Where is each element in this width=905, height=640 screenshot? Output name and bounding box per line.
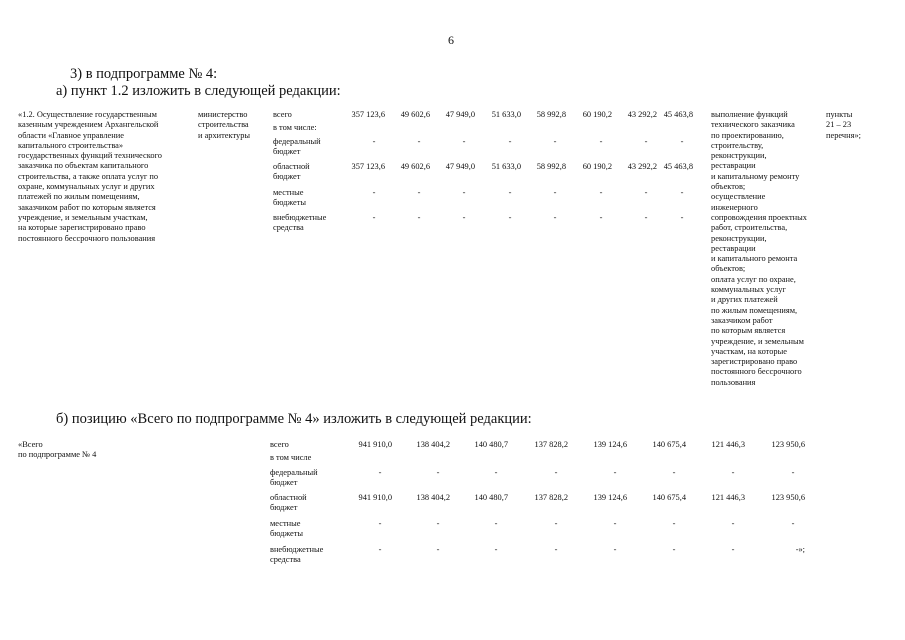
funding-value: 140 480,7 bbox=[474, 493, 508, 502]
funding-value: - bbox=[494, 468, 498, 477]
reference-line: пункты bbox=[826, 110, 853, 119]
funding-value: - bbox=[436, 519, 440, 528]
funding-value: - bbox=[372, 137, 376, 146]
name-line: охране, коммунальных услуг и других bbox=[18, 182, 155, 192]
table1-reference-cell bbox=[826, 110, 861, 141]
table1-name-cell bbox=[18, 110, 162, 244]
result-line: технического заказчика bbox=[711, 120, 795, 130]
funding-source-label-line: бюджет bbox=[273, 147, 301, 157]
funding-source-label-line: федеральный bbox=[273, 137, 321, 146]
funding-source-label-line: бюджет bbox=[273, 172, 301, 182]
executor-line: строительства bbox=[198, 120, 249, 130]
funding-source-label-line: бюджет bbox=[270, 503, 298, 513]
funding-value: - bbox=[554, 468, 558, 477]
funding-source-label-line: областной bbox=[270, 493, 307, 502]
funding-source-label-line: местные bbox=[270, 519, 301, 528]
name-line: платежей по жилым помещениям, bbox=[18, 192, 140, 202]
funding-source-label-line: бюджет bbox=[270, 478, 298, 488]
funding-source-label bbox=[270, 440, 289, 450]
funding-value: - bbox=[680, 188, 684, 197]
result-line: и капитальному ремонту bbox=[711, 171, 800, 181]
funding-value: - bbox=[372, 188, 376, 197]
funding-value: 357 123,6 bbox=[351, 162, 385, 171]
name-line: «Всего bbox=[18, 440, 43, 449]
result-line: по жилым помещениям, bbox=[711, 305, 798, 315]
funding-value: - bbox=[378, 545, 382, 554]
funding-value: - bbox=[462, 213, 466, 222]
funding-source-label bbox=[273, 162, 310, 183]
funding-value: 60 190,2 bbox=[582, 110, 612, 119]
funding-value: 51 633,0 bbox=[491, 110, 521, 119]
result-line: реставрации bbox=[711, 243, 756, 253]
funding-value: - bbox=[436, 468, 440, 477]
heading-item-a: а) пункт 1.2 изложить в следующей редакции: bbox=[56, 83, 341, 99]
funding-source-label bbox=[273, 137, 321, 158]
funding-value: - bbox=[791, 468, 795, 477]
funding-source-label-line: бюджеты bbox=[273, 198, 307, 208]
funding-value: - bbox=[378, 519, 382, 528]
funding-value: 58 992,8 bbox=[536, 110, 566, 119]
funding-value: - bbox=[599, 188, 603, 197]
result-line: учреждение, и земельным bbox=[711, 336, 804, 346]
funding-value: 121 446,3 bbox=[711, 440, 745, 449]
funding-source-label bbox=[273, 213, 326, 234]
result-line: сопровождения проектных bbox=[711, 212, 807, 222]
table1-executor-cell bbox=[198, 110, 250, 141]
funding-source-label bbox=[270, 468, 318, 489]
result-line: участкам, на которые bbox=[711, 346, 787, 356]
funding-value: - bbox=[599, 137, 603, 146]
result-line: и капитального ремонта bbox=[711, 254, 798, 264]
name-line: капитального строительства» bbox=[18, 140, 124, 150]
funding-source-label bbox=[270, 519, 303, 540]
result-line: объектов; bbox=[711, 182, 746, 192]
result-line: по проектированию, bbox=[711, 130, 784, 140]
funding-value: 123 950,6 bbox=[771, 493, 805, 502]
funding-value: - bbox=[731, 545, 735, 554]
funding-value: 43 292,2 bbox=[627, 162, 657, 171]
funding-value: - bbox=[672, 519, 676, 528]
funding-value: - bbox=[680, 213, 684, 222]
funding-value: 139 124,6 bbox=[593, 440, 627, 449]
funding-value: 138 404,2 bbox=[416, 440, 450, 449]
funding-value: - bbox=[494, 545, 498, 554]
result-line: зарегистрировано право bbox=[711, 357, 798, 367]
funding-value: -»; bbox=[795, 545, 805, 554]
funding-value: - bbox=[508, 213, 512, 222]
funding-source-label-line: в том числе: bbox=[273, 123, 317, 132]
name-line: казенным учреждением Архангельской bbox=[18, 120, 159, 130]
name-line: учреждение, и земельным участкам, bbox=[18, 212, 148, 222]
funding-source-label-line: всего bbox=[270, 440, 289, 449]
funding-value: 137 828,2 bbox=[534, 493, 568, 502]
funding-value: 140 675,4 bbox=[652, 493, 686, 502]
funding-source-label bbox=[270, 453, 311, 463]
funding-value: - bbox=[462, 137, 466, 146]
funding-source-label-line: областной bbox=[273, 162, 310, 171]
result-line: постоянного бессрочного bbox=[711, 367, 802, 377]
result-line: заказчиком работ bbox=[711, 315, 773, 325]
funding-value: 45 463,8 bbox=[663, 162, 693, 171]
funding-source-label-line: средства bbox=[273, 223, 304, 233]
funding-value: 47 949,0 bbox=[445, 162, 475, 171]
funding-value: 47 949,0 bbox=[445, 110, 475, 119]
funding-source-label-line: всего bbox=[273, 110, 292, 119]
funding-value: 60 190,2 bbox=[582, 162, 612, 171]
result-line: осуществление bbox=[711, 192, 766, 202]
funding-value: 123 950,6 bbox=[771, 440, 805, 449]
funding-value: - bbox=[613, 519, 617, 528]
funding-value: - bbox=[372, 213, 376, 222]
funding-value: 357 123,6 bbox=[351, 110, 385, 119]
executor-line: министерство bbox=[198, 110, 248, 119]
page-number: 6 bbox=[448, 33, 454, 47]
funding-value: - bbox=[554, 545, 558, 554]
funding-value: 45 463,8 bbox=[663, 110, 693, 119]
funding-value: - bbox=[554, 519, 558, 528]
funding-source-label-line: федеральный bbox=[270, 468, 318, 477]
table2-name-cell bbox=[18, 440, 96, 461]
funding-value: - bbox=[613, 545, 617, 554]
funding-value: 941 910,0 bbox=[358, 493, 392, 502]
funding-value: 140 480,7 bbox=[474, 440, 508, 449]
name-line: по подпрограмме № 4 bbox=[18, 450, 97, 460]
funding-value: - bbox=[644, 213, 648, 222]
funding-value: 121 446,3 bbox=[711, 493, 745, 502]
heading-item-b: б) позицию «Всего по подпрограмме № 4» изложить в следующей редакции: bbox=[56, 411, 532, 427]
funding-source-label-line: бюджеты bbox=[270, 529, 304, 539]
result-line: строительству, bbox=[711, 140, 764, 150]
executor-line: и архитектуры bbox=[198, 130, 251, 140]
funding-value: - bbox=[494, 519, 498, 528]
funding-source-label-line: местные bbox=[273, 188, 304, 197]
result-line: реконструкции, bbox=[711, 233, 767, 243]
table1-funding-rows bbox=[273, 110, 693, 240]
funding-value: - bbox=[553, 188, 557, 197]
funding-value: - bbox=[731, 519, 735, 528]
funding-value: 58 992,8 bbox=[536, 162, 566, 171]
reference-line: перечня»; bbox=[826, 130, 861, 140]
heading-subprogram: 3) в подпрограмме № 4: bbox=[70, 66, 218, 82]
funding-value: - bbox=[508, 137, 512, 146]
funding-value: - bbox=[791, 519, 795, 528]
result-line: пользования bbox=[711, 377, 756, 387]
name-line: заказчиком работ по которым является bbox=[18, 202, 156, 212]
funding-value: 138 404,2 bbox=[416, 493, 450, 502]
table2-funding-rows bbox=[270, 440, 810, 570]
funding-value: - bbox=[644, 188, 648, 197]
result-line: инженерного bbox=[711, 202, 758, 212]
name-line: «1.2. Осуществление государственным bbox=[18, 110, 157, 119]
funding-source-label-line: внебюджетные bbox=[273, 213, 327, 222]
result-line: реставрации bbox=[711, 161, 756, 171]
funding-value: - bbox=[508, 188, 512, 197]
funding-value: - bbox=[680, 137, 684, 146]
name-line: области «Главное управление bbox=[18, 130, 124, 140]
funding-value: 140 675,4 bbox=[652, 440, 686, 449]
funding-value: - bbox=[672, 468, 676, 477]
funding-source-label bbox=[273, 123, 317, 133]
funding-value: - bbox=[613, 468, 617, 477]
funding-value: - bbox=[378, 468, 382, 477]
funding-value: - bbox=[731, 468, 735, 477]
result-line: выполнение функций bbox=[711, 110, 788, 119]
funding-value: 137 828,2 bbox=[534, 440, 568, 449]
funding-value: - bbox=[672, 545, 676, 554]
funding-source-label-line: внебюджетные bbox=[270, 545, 324, 554]
funding-value: 43 292,2 bbox=[627, 110, 657, 119]
funding-value: 51 633,0 bbox=[491, 162, 521, 171]
funding-source-label bbox=[270, 493, 307, 514]
funding-source-label bbox=[273, 110, 292, 120]
table1-result-cell bbox=[711, 110, 807, 388]
result-line: оплата услуг по охране, bbox=[711, 274, 796, 284]
name-line: на которые зарегистрировано право bbox=[18, 223, 146, 233]
funding-value: - bbox=[417, 188, 421, 197]
funding-value: 49 602,6 bbox=[400, 162, 430, 171]
result-line: объектов; bbox=[711, 264, 746, 274]
funding-value: - bbox=[553, 137, 557, 146]
funding-value: - bbox=[644, 137, 648, 146]
name-line: заказчика по объектам капитального bbox=[18, 161, 149, 171]
name-line: постоянного бессрочного пользования bbox=[18, 233, 156, 243]
reference-line: 21 – 23 bbox=[826, 120, 852, 130]
funding-value: - bbox=[436, 545, 440, 554]
result-line: работ, строительства, bbox=[711, 223, 788, 233]
result-line: по которым является bbox=[711, 326, 786, 336]
funding-source-label-line: средства bbox=[270, 555, 301, 565]
name-line: строительства, а также оплата услуг по bbox=[18, 171, 159, 181]
funding-source-label bbox=[273, 188, 306, 209]
funding-value: - bbox=[599, 213, 603, 222]
funding-value: - bbox=[462, 188, 466, 197]
funding-value: - bbox=[417, 213, 421, 222]
funding-value: 941 910,0 bbox=[358, 440, 392, 449]
result-line: реконструкции, bbox=[711, 151, 767, 161]
funding-value: - bbox=[553, 213, 557, 222]
funding-source-label-line: в том числе bbox=[270, 453, 312, 462]
funding-value: 139 124,6 bbox=[593, 493, 627, 502]
funding-value: - bbox=[417, 137, 421, 146]
funding-value: 49 602,6 bbox=[400, 110, 430, 119]
result-line: коммунальных услуг bbox=[711, 285, 786, 295]
name-line: государственных функций технического bbox=[18, 151, 162, 161]
result-line: и других платежей bbox=[711, 295, 778, 305]
funding-source-label bbox=[270, 545, 323, 566]
